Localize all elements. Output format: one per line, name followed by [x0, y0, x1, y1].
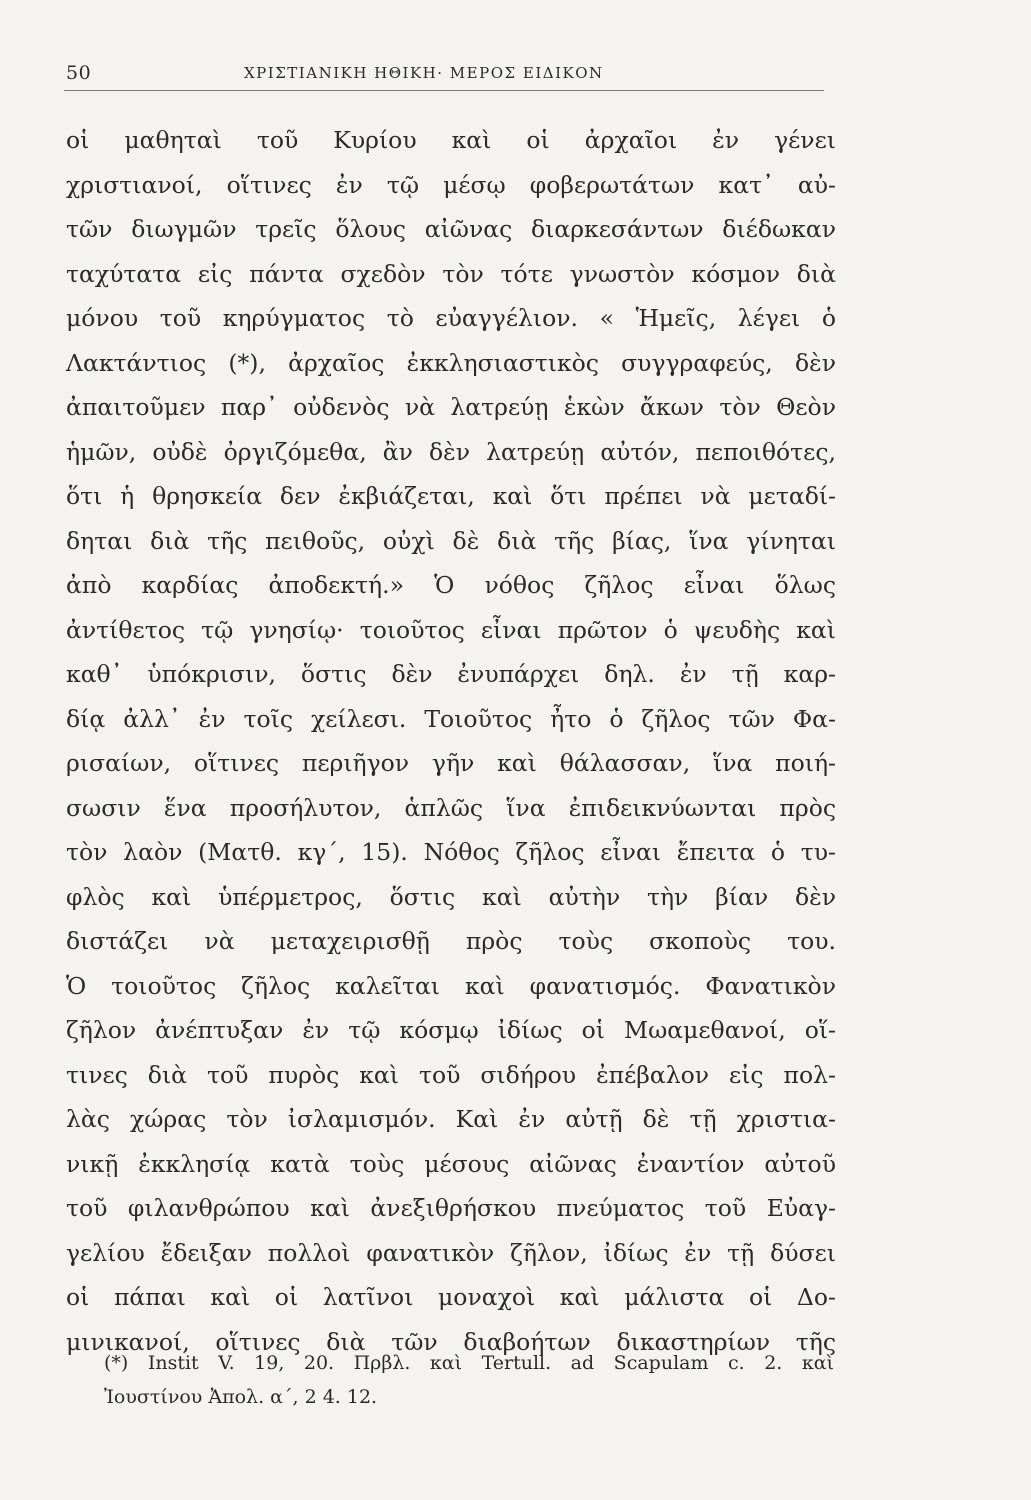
text-line: καθ᾽ ὑπόκρισιν, ὅστις δὲν ἐνυπάρχει δηλ. ἐν τῇ καρ-: [66, 660, 836, 688]
text-line: φλὸς καὶ ὑπέρμετρος, ὅστις καὶ αὐτὴν τὴν βίαν δὲν: [66, 882, 836, 911]
running-header: [64, 60, 824, 91]
text-line: Ὁ τοιοῦτος ζῆλος καλεῖται καὶ φανατισμός. Φανατικὸν: [66, 971, 836, 1000]
text-line: ρισαίων, οἵτινες περιῆγον γῆν καὶ θάλασσαν, ἵνα ποιή-: [66, 749, 836, 777]
text-line: δηται διὰ τῆς πειθοῦς, οὐχὶ δὲ διὰ τῆς βίας, ἵνα γίνηται: [66, 526, 836, 555]
text-line: δίᾳ ἀλλ᾽ ἐν τοῖς χείλεσι. Τοιοῦτος ἦτο ὁ ζῆλος τῶν Φα-: [66, 704, 836, 733]
text-line: οἱ μαθηταὶ τοῦ Κυρίου καὶ οἱ ἀρχαῖοι ἐν γένει: [66, 126, 836, 154]
text-line: ὅτι ἡ θρησκεία δεν ἐκβιάζεται, καὶ ὅτι πρέπει νὰ μεταδί-: [66, 482, 836, 510]
body-text: [66, 118, 836, 1364]
text-line: διστάζει νὰ μεταχειρισθῇ πρὸς τοὺς σκοποὺς του.: [66, 927, 836, 955]
text-line: ἡμῶν, οὐδὲ ὀργιζόμεθα, ἂν δὲν λατρεύῃ αὐτόν, πεποιθότες,: [66, 437, 836, 466]
text-line: γελίου ἔδειξαν πολλοὶ φανατικὸν ζῆλον, ἰδίως ἐν τῇ δύσει: [66, 1238, 836, 1267]
text-line: τὸν λαὸν (Ματθ. κγ΄, 15). Νόθος ζῆλος εἶναι ἔπειτα ὁ τυ-: [66, 838, 836, 866]
text-line: Λακτάντιος (*), ἀρχαῖος ἐκκλησιαστικὸς συγγραφεύς, δὲν: [66, 348, 836, 377]
running-title: ΧΡΙΣΤΙΑΝΙΚΗ ΗΘΙΚΗ· ΜΕΡΟΣ ΕΙΔΙΚΟΝ: [244, 64, 604, 82]
page-number: 50: [66, 62, 92, 84]
text-line: μινικανοί, οἵτινες διὰ τῶν διαβοήτων δικαστηρίων τῆς: [66, 1327, 836, 1356]
footnote-line: Ἰουστίνου Ἀπολ. α΄, 2 4. 12.: [104, 1386, 378, 1408]
text-line: νικῇ ἐκκλησίᾳ κατὰ τοὺς μέσους αἰῶνας ἐναντίον αὐτοῦ: [66, 1149, 836, 1178]
text-line: τῶν διωγμῶν τρεῖς ὅλους αἰῶνας διαρκεσάντων διέδωκαν: [66, 215, 836, 243]
text-line: ἀπαιτοῦμεν παρ᾽ οὐδενὸς νὰ λατρεύῃ ἑκὼν ἄκων τὸν Θεὸν: [66, 393, 836, 421]
text-line: ζῆλον ἀνέπτυξαν ἐν τῷ κόσμῳ ἰδίως οἱ Μωαμεθανοί, οἵ-: [66, 1016, 836, 1044]
text-line: ταχύτατα εἰς πάντα σχεδὸν τὸν τότε γνωστὸν κόσμον διὰ: [66, 259, 836, 288]
text-line: χριστιανοί, οἵτινες ἐν τῷ μέσῳ φοβερωτάτων κατ᾽ αὐ-: [66, 170, 836, 199]
text-line: μόνου τοῦ κηρύγματος τὸ εὐαγγέλιον. « Ἡμεῖς, λέγει ὁ: [66, 304, 836, 332]
text-line: ἀπὸ καρδίας ἀποδεκτή.» Ὁ νόθος ζῆλος εἶναι ὅλως: [66, 571, 836, 599]
text-line: οἱ πάπαι καὶ οἱ λατῖνοι μοναχοὶ καὶ μάλιστα οἱ Δο-: [66, 1283, 836, 1311]
text-line: τινες διὰ τοῦ πυρὸς καὶ τοῦ σιδήρου ἐπέβαλον εἰς πολ-: [66, 1060, 836, 1089]
footnotes: [104, 1346, 834, 1414]
text-line: λὰς χώρας τὸν ἰσλαμισμόν. Καὶ ἐν αὐτῇ δὲ τῇ χριστια-: [66, 1105, 836, 1133]
text-line: ἀντίθετος τῷ γνησίῳ· τοιοῦτος εἶναι πρῶτον ὁ ψευδὴς καὶ: [66, 615, 836, 644]
text-line: σωσιν ἕνα προσήλυτον, ἁπλῶς ἵνα ἐπιδεικνύωνται πρὸς: [66, 793, 836, 822]
text-line: τοῦ φιλανθρώπου καὶ ἀνεξιθρήσκου πνεύματος τοῦ Εὐαγ-: [66, 1194, 836, 1222]
footnote-line: (*) Instit V. 19, 20. Πρβλ. καὶ Tertull. ad Scapulam c. 2. καὶ: [104, 1352, 834, 1374]
